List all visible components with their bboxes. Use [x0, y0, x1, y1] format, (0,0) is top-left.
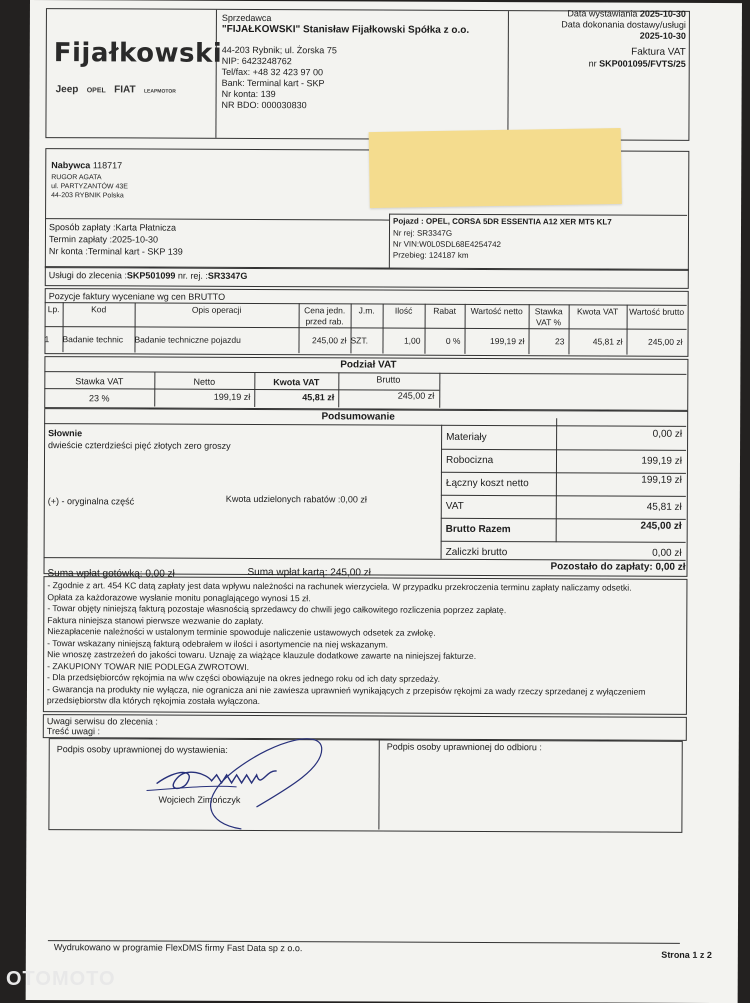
vehicle-reg: Nr rej: SR3347G [392, 228, 453, 238]
payment-method: Sposób zapłaty :Karta Płatnicza [48, 222, 177, 233]
order-reg: SR3347G [207, 270, 248, 281]
buyer-line: 44-203 RYBNIK Polska [51, 192, 124, 200]
summary-row-label: VAT [445, 500, 464, 512]
vat-head: Brutto [376, 374, 401, 385]
vat-split-title: Podział VAT [340, 359, 397, 371]
issuer-name: Wojciech Zimończyk [158, 794, 241, 805]
seller-line: NIP: 6423248762 [221, 55, 292, 67]
receiver-signature-label: Podpis osoby uprawnionej do odbioru : [386, 741, 542, 753]
service-notes-content: Treść uwagi : [46, 726, 101, 737]
cash-payments: Suma wpłat gotówką: 0,00 zł [47, 568, 175, 580]
vat-cell: 45,81 zł [302, 392, 335, 403]
summary-row-value: 199,19 zł [641, 455, 683, 467]
order-prefix: Usługi do zlecenia : [48, 270, 127, 281]
note-line: przedsiębiorstw dla których rękojmia została wyłączona. [46, 695, 260, 707]
vehicle-mileage: Przebieg: 124187 km [392, 250, 469, 260]
positions-header-cell: Rabat [433, 305, 457, 316]
vat-head: Stawka VAT [75, 376, 124, 387]
positions-caption: Pozycje faktury wyceniane wg cen BRUTTO [48, 291, 226, 302]
footer-program: Wydrukowano w programie FlexDMS firmy Fast Data sp z o.o. [53, 942, 303, 954]
opel-logo: OPEL [86, 87, 106, 95]
vat-head: Netto [193, 376, 216, 387]
positions-cell: Badanie techniczne pojazdu [134, 334, 241, 345]
positions-cell: 23 [555, 336, 565, 347]
payment-account: Nr konta :Terminal kart - SKP 139 [48, 246, 183, 257]
remaining-to-pay: Pozostało do zapłaty: 0,00 zł [550, 561, 686, 573]
original-part: (+) - oryginalna część [47, 496, 135, 507]
note-line: - Towar objęty niniejszą fakturą pozostaje własnością sprzedawcy do chwili jego całkowitego rozliczenia poprzez zapłatę. [47, 603, 507, 616]
vat-cell: 23 % [88, 393, 110, 404]
positions-header-cell: Kwota VAT [576, 306, 619, 317]
note-line: Opłata za każdorazowe wysłanie monitu ponaglającego wynosi 15 zł. [47, 591, 311, 603]
positions-cell: 245,00 zł [647, 336, 683, 347]
issue-date-label: Data wystawiania [567, 8, 638, 19]
summary-title: Podsumowanie [321, 411, 395, 423]
summary-row-value: 0,00 zł [652, 428, 683, 440]
invoice-number: SKP001095/FVTS/25 [599, 58, 686, 69]
buyer-line: ul. PARTYZANTÓW 43E [51, 183, 128, 191]
summary-row-label: Łączny koszt netto [445, 477, 529, 490]
otomoto-watermark: OTOMOTO [6, 968, 116, 990]
seller-line: Bank: Terminal kart - SKP [221, 77, 325, 89]
summary-row-label: Materiały [446, 431, 487, 443]
positions-header-cell: Lp. [47, 304, 60, 315]
vehicle-vin: Nr VIN:W0L0SDL68E4254742 [392, 239, 502, 250]
positions-header-cell: Cena jedn. przed rab. [304, 305, 346, 327]
vehicle-title: Pojazd : OPEL, CORSA 5DR ESSENTIA A12 XER MT5 KL7 [393, 216, 612, 227]
jeep-logo: Jeep [55, 84, 79, 96]
vat-cell: 245,00 zł [397, 390, 435, 401]
payment-due: Termin zapłaty :2025-10-30 [48, 234, 159, 245]
positions-cell: Badanie technic [62, 334, 124, 345]
summary-row-value: 245,00 zł [640, 520, 682, 532]
positions-header-cell: Opis operacji [191, 304, 242, 315]
seller-name: "FIJAŁKOWSKI" Stanisław Fijałkowski Spółka z o.o. [221, 23, 470, 36]
note-line: - Towar wskazany niniejszą fakturą odebrałem w ilości i asortymencie na niej wskazanym. [47, 637, 389, 650]
positions-cell: 245,00 zł [311, 335, 347, 346]
note-line: - Dla przedsiębiorców rękojmia na w/w części obowiązuje na okres jednego roku od ich daty sprzedaży. [47, 672, 441, 684]
summary-row-value: 199,19 zł [641, 474, 682, 486]
seller-line: 44-203 Rybnik; ul. Żorska 75 [221, 44, 337, 56]
note-line: - Zgodnie z art. 454 KC datą zapłaty jest data wpływu należności na rachunek wierzyciela. W przypadku przekroczenia terminu zapłaty naliczamy odsetki. [47, 580, 632, 593]
buyer-id: 118717 [92, 160, 123, 171]
service-notes-label: Uwagi serwisu do zlecenia : [46, 716, 158, 727]
issue-date: 2025-10-30 [639, 8, 686, 19]
summary-row-label: Zaliczki brutto [445, 546, 508, 559]
positions-cell: 0 % [445, 335, 461, 346]
handwritten-signature [136, 728, 336, 839]
positions-cell: 1,00 [403, 335, 421, 346]
invoice-page [26, 0, 742, 1003]
positions-cell: 1 [44, 334, 50, 345]
note-line: - Gwarancja na produkty nie wyłącza, nie ogranicza ani nie zawiesza uprawnień wynikających z przepisów rękojmi za wady rzeczy sprzedanej z wyłączeniem [46, 683, 646, 697]
positions-header-cell: J.m. [358, 305, 375, 316]
order-reg-prefix: nr. rej. : [177, 270, 208, 281]
seller-label: Sprzedawca [221, 12, 272, 24]
brand-logos [56, 84, 176, 96]
vat-head: Kwota VAT [273, 377, 320, 388]
seller-line: Tel/fax: +48 32 423 97 00 [221, 66, 324, 78]
words-label: Słownie [48, 428, 83, 439]
note-line: Nie wnoszę zastrzeżeń do jakości towaru. Uznaję za wiążące klauzule dodatkowe zawarte na niniejszej fakturze. [47, 649, 477, 661]
footer-page: Strona 1 z 2 [661, 949, 712, 960]
seller-line: NR BDO: 000030830 [221, 99, 307, 111]
invoice-nr-label: nr [588, 58, 597, 69]
vat-cell: 199,19 zł [213, 391, 251, 402]
card-payments: Suma wpłat kartą: 245,00 zł [247, 566, 371, 579]
issue-date-row [510, 8, 686, 20]
delivery-date: 2025-10-30 [639, 30, 686, 41]
positions-header-cell: Kod [91, 304, 107, 315]
fiat-logo: FIAT [114, 84, 136, 96]
summary-row-value: 45,81 zł [646, 501, 682, 513]
company-logo: Fijałkowski [53, 38, 223, 69]
buyer-label-row [51, 160, 122, 171]
words-text: dwieście czterdzieści pięć złotych zero groszy [48, 440, 231, 451]
positions-header-cell: Stawka VAT % [534, 306, 563, 328]
leapmotor-logo: LEAPMOTOR [143, 88, 176, 95]
order-line [49, 270, 248, 282]
seller-line: Nr konta: 139 [221, 88, 276, 100]
note-line: - ZAKUPIONY TOWAR NIE PODLEGA ZWROTOWI. [47, 660, 250, 672]
positions-header-cell: Wartość brutto [629, 306, 685, 317]
summary-row-label: Brutto Razem [445, 523, 511, 536]
buyer-line: RUGOR AGATA [51, 174, 102, 182]
invoice-number-row [510, 58, 686, 70]
positions-header-cell: Ilość [394, 305, 413, 316]
buyer-label: Nabywca [51, 160, 91, 171]
sticky-note [369, 128, 622, 208]
summary-row-value: 0,00 zł [652, 547, 682, 559]
discount-text: Kwota udzielonych rabatów :0,00 zł [225, 493, 367, 505]
delivery-date-label: Data dokonania dostawy/usługi [561, 19, 686, 30]
note-line: Niezapłacenie należności w ustalonym terminie spowoduje naliczenie ustawowych odsetek za zwłokę. [47, 626, 436, 638]
order-number: SKP501099 [126, 270, 176, 281]
note-line: Faktura niniejsza stanowi pierwsze wezwanie do zapłaty. [47, 614, 264, 626]
issuer-signature-label: Podpis osoby uprawnionej do wystawienia: [56, 744, 228, 755]
positions-header-cell: Wartość netto [470, 305, 523, 317]
summary-row-label: Robocizna [445, 454, 494, 467]
invoice-label: Faktura VAT [631, 46, 686, 58]
positions-cell: SZT. [350, 335, 369, 346]
positions-cell: 45,81 zł [592, 336, 623, 347]
positions-cell: 199,19 zł [489, 336, 525, 347]
